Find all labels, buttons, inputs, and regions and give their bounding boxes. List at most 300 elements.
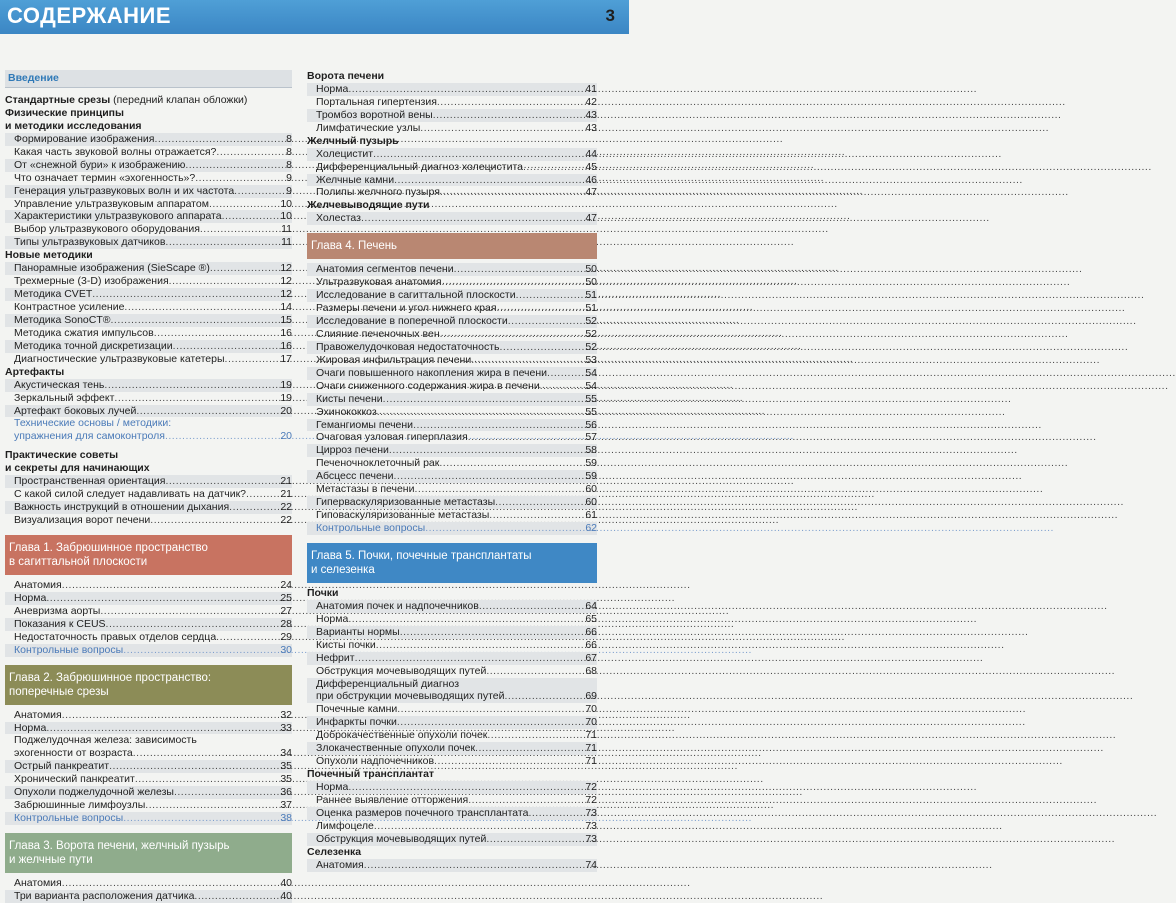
toc-entry-title: Норма bbox=[316, 82, 349, 95]
toc-entry[interactable] bbox=[307, 393, 597, 406]
toc-entry[interactable] bbox=[307, 639, 597, 652]
toc-entry[interactable] bbox=[5, 340, 292, 353]
toc-page-number: 35 bbox=[280, 760, 292, 773]
toc-entry[interactable] bbox=[307, 742, 597, 755]
toc-page-number: 35 bbox=[280, 773, 292, 786]
toc-entry[interactable] bbox=[307, 522, 597, 535]
chapter-title-line: поперечные срезы bbox=[9, 685, 109, 698]
toc-entry-title: Почечные камни bbox=[316, 703, 398, 716]
toc-entry[interactable] bbox=[307, 496, 597, 509]
dot-leader bbox=[216, 631, 279, 644]
toc-entry[interactable] bbox=[307, 652, 597, 665]
dot-leader bbox=[355, 652, 585, 665]
toc-entry[interactable] bbox=[307, 341, 597, 354]
dot-leader bbox=[210, 262, 279, 275]
toc-entry[interactable] bbox=[5, 430, 292, 443]
toc-page-number: 22 bbox=[280, 501, 292, 514]
dot-leader bbox=[468, 794, 584, 807]
toc-page-number: 29 bbox=[280, 630, 292, 643]
toc-entry[interactable] bbox=[307, 302, 597, 315]
toc-entry-title: Печеночноклеточный рак bbox=[316, 457, 440, 470]
toc-entry[interactable] bbox=[5, 133, 292, 146]
dot-leader bbox=[106, 618, 280, 631]
toc-page-number: 42 bbox=[585, 95, 597, 108]
dot-leader bbox=[374, 820, 585, 833]
section-heading: Артефакты bbox=[5, 365, 65, 378]
toc-page-number: 15 bbox=[280, 313, 292, 326]
toc-entry-title: Какая часть звуковой волны отражается? bbox=[14, 145, 217, 158]
toc-entry-title: Контрастное усиление bbox=[14, 301, 125, 313]
toc-entry[interactable] bbox=[307, 354, 597, 367]
dot-leader bbox=[442, 276, 585, 289]
dot-leader bbox=[150, 514, 279, 527]
toc-entry[interactable] bbox=[307, 367, 597, 380]
toc-page-number: 65 bbox=[585, 612, 597, 625]
dot-leader bbox=[100, 605, 279, 618]
toc-page-number: 12 bbox=[280, 262, 292, 275]
toc-entry[interactable] bbox=[307, 444, 597, 457]
toc-entry[interactable] bbox=[307, 820, 597, 833]
toc-page-number: 30 bbox=[280, 643, 292, 656]
toc-entry[interactable] bbox=[5, 877, 292, 890]
toc-page-number: 34 bbox=[280, 747, 292, 760]
toc-page-number: 56 bbox=[585, 418, 597, 431]
toc-entry[interactable] bbox=[5, 605, 292, 618]
toc-page-number: 55 bbox=[585, 405, 597, 418]
toc-entry[interactable] bbox=[307, 96, 597, 109]
toc-entry[interactable] bbox=[307, 613, 597, 626]
toc-page-number: 71 bbox=[585, 729, 597, 742]
toc-entry-line bbox=[5, 417, 292, 430]
toc-entry[interactable] bbox=[307, 276, 597, 289]
toc-entry[interactable] bbox=[307, 289, 597, 302]
toc-entry-title: Важность инструкций в отношении дыхания bbox=[14, 501, 230, 514]
dot-leader bbox=[246, 488, 279, 501]
section-heading: Новые методики bbox=[5, 249, 93, 262]
toc-entry-title: Гиперваскуляризованные метастазы bbox=[316, 496, 496, 509]
toc-page-number: 70 bbox=[585, 716, 597, 729]
toc-entry-title: Очаги повышенного накопления жира в печени bbox=[316, 366, 548, 379]
toc-entry-title: Кисты печени bbox=[316, 392, 383, 405]
toc-entry[interactable] bbox=[5, 314, 292, 327]
dot-leader bbox=[62, 877, 280, 890]
toc-entry[interactable] bbox=[307, 186, 597, 199]
toc-entry-title: Нефрит bbox=[316, 651, 355, 664]
toc-entry-title: Диагностические ультразвуковые катетеры bbox=[14, 352, 225, 365]
toc-entry[interactable] bbox=[307, 833, 597, 846]
toc-entry[interactable] bbox=[5, 514, 292, 527]
dot-leader bbox=[154, 327, 280, 340]
dot-leader bbox=[523, 161, 584, 174]
dot-leader bbox=[165, 430, 279, 443]
dot-leader bbox=[165, 475, 279, 488]
toc-entry-title: Инфаркты почки bbox=[316, 716, 397, 729]
toc-entry-title: Норма bbox=[14, 721, 47, 734]
toc-page-number: 61 bbox=[585, 509, 597, 522]
toc-entry-title: Контрольные вопросы bbox=[14, 643, 124, 656]
toc-entry[interactable] bbox=[5, 327, 292, 340]
toc-page-number: 60 bbox=[585, 483, 597, 496]
toc-page-number: 70 bbox=[585, 703, 597, 716]
toc-entry-title: Выбор ультразвукового оборудования bbox=[14, 223, 200, 236]
toc-entry[interactable] bbox=[5, 501, 292, 514]
toc-entry[interactable] bbox=[5, 94, 292, 107]
chapter-title-line: Глава 3. Ворота печени, желчный пузырь bbox=[9, 840, 230, 852]
toc-entry-title: эхогенности от возраста bbox=[14, 747, 133, 760]
toc-page-number: 36 bbox=[280, 786, 292, 799]
toc-entry-title: Аневризма аорты bbox=[14, 604, 101, 617]
toc-entry-title: Типы ультразвуковых датчиков bbox=[14, 236, 166, 249]
dot-leader bbox=[216, 146, 285, 159]
toc-entry[interactable] bbox=[307, 109, 597, 122]
toc-page-number: 51 bbox=[585, 302, 597, 315]
dot-leader bbox=[383, 393, 585, 406]
toc-entry-title: Что означает термин «эхогенность»? bbox=[14, 171, 196, 184]
toc-entry-title: Цирроз печени bbox=[316, 444, 389, 457]
toc-entry-title: при обструкции мочевыводящих путей bbox=[316, 690, 505, 703]
toc-page-number: 20 bbox=[280, 430, 292, 443]
toc-page-number: 73 bbox=[585, 819, 597, 832]
toc-entry-title: Ультразвуковая анатомия bbox=[316, 276, 442, 289]
toc-entry[interactable] bbox=[5, 172, 292, 185]
dot-leader bbox=[136, 405, 279, 418]
toc-entry-title: Артефакт боковых лучей bbox=[14, 404, 137, 417]
toc-entry-title: Лимфоцеле bbox=[316, 819, 374, 832]
toc-entry[interactable] bbox=[307, 419, 597, 432]
toc-page-number: 27 bbox=[280, 604, 292, 617]
toc-entry-title: Анатомия bbox=[14, 708, 62, 721]
chapter-header bbox=[5, 535, 292, 575]
toc-page-number: 10 bbox=[280, 210, 292, 223]
toc-entry[interactable] bbox=[307, 457, 597, 470]
chapter-title-line: и селезенка bbox=[311, 563, 375, 576]
toc-entry-title: Правожелудочковая недостаточность bbox=[316, 340, 500, 353]
dot-leader bbox=[209, 198, 279, 211]
toc-entry[interactable] bbox=[307, 859, 597, 872]
toc-entry-title: Методика точной дискретизации bbox=[14, 339, 173, 352]
toc-entry[interactable] bbox=[5, 159, 292, 172]
toc-entry[interactable] bbox=[307, 794, 597, 807]
toc-entry[interactable] bbox=[307, 148, 597, 161]
toc-entry[interactable] bbox=[5, 786, 292, 799]
toc-entry-title: Управление ультразвуковым аппаратом bbox=[14, 197, 209, 210]
dot-leader bbox=[547, 367, 584, 380]
toc-entry[interactable] bbox=[5, 812, 292, 825]
dot-leader bbox=[479, 600, 585, 613]
toc-entry-title: Поджелудочная железа: зависимость bbox=[14, 734, 197, 747]
toc-entry[interactable] bbox=[5, 644, 292, 657]
toc-page-number: 20 bbox=[280, 404, 292, 417]
toc-entry-title: Очаги сниженного содержания жира в печени bbox=[316, 379, 540, 392]
toc-entry[interactable] bbox=[5, 379, 292, 392]
dot-leader bbox=[495, 496, 584, 509]
toc-entry-title bbox=[5, 94, 247, 107]
toc-entry[interactable] bbox=[5, 185, 292, 198]
toc-page-number: 69 bbox=[585, 690, 597, 703]
toc-page-number: 17 bbox=[280, 352, 292, 365]
section-band: Введение bbox=[5, 70, 292, 88]
toc-entry[interactable] bbox=[5, 709, 292, 722]
toc-entry-title: Желчные камни bbox=[316, 173, 395, 186]
toc-entry[interactable] bbox=[307, 83, 597, 96]
dot-leader bbox=[361, 212, 584, 225]
toc-page-number: 54 bbox=[585, 366, 597, 379]
toc-entry-title: Методика CVET bbox=[14, 288, 93, 301]
dot-leader bbox=[394, 174, 584, 187]
section-heading: Почечный трансплантат bbox=[307, 768, 435, 781]
toc-page-number: 57 bbox=[585, 431, 597, 444]
toc-page-number: 71 bbox=[585, 742, 597, 755]
toc-left-column bbox=[5, 70, 292, 903]
toc-entry[interactable] bbox=[5, 890, 292, 903]
section-heading: Практические советы bbox=[5, 449, 119, 462]
chapter-title-line: Глава 4. Печень bbox=[311, 240, 398, 253]
dot-leader bbox=[135, 773, 279, 786]
toc-entry[interactable] bbox=[5, 301, 292, 314]
toc-entry[interactable] bbox=[5, 223, 292, 236]
toc-entry-title: Метастазы в печени bbox=[316, 483, 415, 496]
dot-leader bbox=[46, 592, 279, 605]
toc-entry-title: Методика сжатия импульсов bbox=[14, 326, 154, 339]
toc-entry-title: Анатомия bbox=[14, 578, 62, 591]
dot-leader bbox=[222, 210, 280, 223]
toc-page-number: 52 bbox=[585, 327, 597, 340]
dot-leader bbox=[499, 341, 584, 354]
dot-leader bbox=[504, 690, 584, 703]
toc-entry[interactable] bbox=[307, 470, 597, 483]
toc-page-number: 64 bbox=[585, 599, 597, 612]
dot-leader bbox=[425, 522, 584, 535]
dot-leader bbox=[174, 786, 279, 799]
dot-leader bbox=[154, 133, 285, 146]
dot-leader bbox=[114, 392, 279, 405]
toc-entry[interactable] bbox=[5, 488, 292, 501]
toc-entry-title: Показания к CEUS bbox=[14, 617, 106, 630]
toc-page-number: 72 bbox=[585, 781, 597, 793]
toc-entry-title: Норма bbox=[316, 781, 349, 793]
dot-leader bbox=[516, 289, 585, 302]
dot-leader bbox=[400, 626, 585, 639]
toc-page-number: 11 bbox=[281, 223, 292, 236]
toc-page-number: 72 bbox=[585, 793, 597, 806]
toc-entry[interactable] bbox=[307, 328, 597, 341]
toc-entry-title: Лимфатические узлы bbox=[316, 121, 421, 134]
toc-entry-title: Анатомия bbox=[14, 877, 62, 889]
toc-entry[interactable] bbox=[5, 146, 292, 159]
toc-entry[interactable] bbox=[5, 405, 292, 418]
toc-entry[interactable] bbox=[307, 703, 597, 716]
toc-page-number: 41 bbox=[585, 82, 597, 95]
toc-page-number: 50 bbox=[585, 263, 597, 276]
toc-page-number: 59 bbox=[585, 470, 597, 483]
toc-entry[interactable] bbox=[5, 392, 292, 405]
dot-leader bbox=[508, 315, 585, 328]
toc-entry[interactable] bbox=[307, 122, 597, 135]
toc-page-number: 33 bbox=[280, 721, 292, 734]
dot-leader bbox=[195, 172, 285, 185]
dot-leader bbox=[46, 722, 279, 735]
toc-entry[interactable] bbox=[5, 760, 292, 773]
dot-leader bbox=[62, 709, 280, 722]
toc-entry[interactable] bbox=[5, 288, 292, 301]
toc-entry[interactable] bbox=[307, 315, 597, 328]
toc-page-number: 62 bbox=[585, 522, 597, 534]
dot-leader bbox=[364, 859, 585, 872]
dot-leader bbox=[123, 812, 279, 825]
toc-entry[interactable] bbox=[5, 592, 292, 605]
toc-page-number: 25 bbox=[280, 591, 292, 604]
toc-entry[interactable] bbox=[307, 755, 597, 768]
toc-entry-title: Абсцесс печени bbox=[316, 470, 394, 483]
toc-page-number: 74 bbox=[585, 858, 597, 871]
toc-entry[interactable] bbox=[307, 781, 597, 794]
dot-leader bbox=[528, 807, 584, 820]
dot-leader bbox=[489, 509, 584, 522]
toc-page-number: 11 bbox=[281, 236, 292, 249]
toc-entry-title: Формирование изображения bbox=[14, 132, 155, 145]
toc-entry-title: Генерация ультразвуковых волн и их частота bbox=[14, 184, 235, 197]
chapter-header bbox=[307, 543, 597, 583]
toc-page-number: 9 bbox=[286, 171, 292, 184]
chapter-title-line: и желчные пути bbox=[9, 854, 93, 866]
dot-leader bbox=[540, 380, 585, 393]
dot-leader bbox=[397, 716, 584, 729]
toc-entry[interactable] bbox=[307, 626, 597, 639]
toc-entry[interactable] bbox=[5, 198, 292, 211]
toc-entry-title: Дифференциальный диагноз холецистита bbox=[316, 160, 523, 173]
toc-entry-title: Визуализация ворот печени bbox=[14, 514, 151, 526]
section-heading: и секреты для начинающих bbox=[5, 462, 150, 475]
toc-entry-title: Тромбоз воротной вены bbox=[316, 108, 433, 121]
toc-entry-title: Характеристики ультразвукового аппарата bbox=[14, 210, 222, 223]
toc-entry[interactable] bbox=[307, 509, 597, 522]
toc-entry-title: Акустическая тень bbox=[14, 378, 105, 391]
toc-page-number: 50 bbox=[585, 276, 597, 289]
toc-entry-title: Три варианта расположения датчика bbox=[14, 889, 195, 902]
toc-page-number: 52 bbox=[585, 340, 597, 353]
dot-leader bbox=[110, 314, 279, 327]
dot-leader bbox=[440, 186, 584, 199]
toc-entry[interactable] bbox=[307, 263, 597, 276]
toc-entry[interactable] bbox=[307, 212, 597, 225]
dot-leader bbox=[420, 122, 584, 135]
toc-entry[interactable] bbox=[307, 406, 597, 419]
toc-entry[interactable] bbox=[5, 631, 292, 644]
section-heading: Физические принципы bbox=[5, 106, 124, 119]
toc-entry-title: Слияние печеночных вен bbox=[316, 327, 440, 340]
toc-page-number: 66 bbox=[585, 625, 597, 638]
toc-page-number: 60 bbox=[585, 496, 597, 509]
toc-entry[interactable] bbox=[5, 262, 292, 275]
toc-page-number: 46 bbox=[585, 173, 597, 186]
toc-entry[interactable] bbox=[307, 665, 597, 678]
toc-entry-title: Жировая инфильтрация печени bbox=[316, 353, 472, 366]
section-heading: и методики исследования bbox=[5, 119, 142, 132]
page-number: 3 bbox=[605, 6, 615, 25]
toc-entry-title: Пространственная ориентация bbox=[14, 475, 166, 488]
toc-entry-title: Исследование в сагиттальной плоскости bbox=[316, 289, 516, 302]
toc-entry-title: Анатомия bbox=[316, 858, 364, 871]
toc-entry[interactable] bbox=[5, 210, 292, 223]
toc-page-number: 12 bbox=[280, 275, 292, 288]
toc-entry[interactable] bbox=[5, 353, 292, 366]
toc-entry[interactable] bbox=[307, 483, 597, 496]
toc-entry[interactable] bbox=[5, 236, 292, 249]
toc-entry-title: Анатомия сегментов печени bbox=[316, 263, 454, 276]
toc-entry[interactable] bbox=[5, 275, 292, 288]
toc-entry-title: Опухоли надпочечников bbox=[316, 755, 435, 768]
toc-entry[interactable] bbox=[307, 174, 597, 187]
toc-entry-title: Анатомия почек и надпочечников bbox=[316, 599, 479, 612]
dot-leader bbox=[475, 742, 584, 755]
dot-leader bbox=[123, 644, 279, 657]
chapter-title-line: Глава 5. Почки, почечные трансплантаты bbox=[311, 549, 532, 562]
toc-entry[interactable] bbox=[307, 716, 597, 729]
toc-entry[interactable] bbox=[5, 773, 292, 786]
dot-leader bbox=[454, 263, 585, 276]
toc-entry[interactable] bbox=[5, 475, 292, 488]
chapter-header bbox=[5, 833, 292, 873]
page-title: СОДЕРЖАНИЕ bbox=[7, 3, 172, 28]
toc-entry[interactable] bbox=[307, 729, 597, 742]
toc-entry-title-rest: (передний клапан обложки) bbox=[110, 94, 248, 106]
toc-page-number: 47 bbox=[585, 186, 597, 199]
toc-entry-title: Очаговая узловая гиперплазия bbox=[316, 431, 468, 444]
dot-leader bbox=[109, 760, 279, 773]
toc-page-number: 55 bbox=[585, 392, 597, 405]
toc-entry-title: Дифференциальный диагноз bbox=[316, 677, 460, 690]
toc-entry[interactable] bbox=[5, 722, 292, 735]
dot-leader bbox=[185, 159, 285, 172]
toc-entry-title: Хронический панкреатит bbox=[14, 773, 135, 786]
toc-page-number: 73 bbox=[585, 806, 597, 819]
dot-leader bbox=[471, 354, 584, 367]
toc-entry[interactable] bbox=[5, 799, 292, 812]
toc-page-number: 12 bbox=[280, 288, 292, 301]
dot-leader bbox=[468, 431, 585, 444]
toc-page-number: 16 bbox=[280, 339, 292, 352]
toc-page-number: 9 bbox=[286, 184, 292, 197]
toc-entry-title: Доброкачественные опухоли почек bbox=[316, 729, 488, 742]
toc-entry[interactable] bbox=[307, 431, 597, 444]
dot-leader bbox=[433, 109, 585, 122]
dot-leader bbox=[486, 665, 584, 678]
toc-entry[interactable] bbox=[5, 747, 292, 760]
toc-entry[interactable] bbox=[307, 690, 597, 703]
toc-entry[interactable] bbox=[5, 618, 292, 631]
dot-leader bbox=[225, 353, 280, 366]
toc-page-number: 44 bbox=[585, 147, 597, 160]
toc-entry-title: От «снежной бури» к изображению bbox=[14, 158, 186, 171]
toc-entry[interactable] bbox=[307, 807, 597, 820]
toc-entry-title: Исследование в поперечной плоскости bbox=[316, 315, 508, 327]
toc-entry[interactable] bbox=[307, 380, 597, 393]
toc-entry-title-bold: Стандартные срезы bbox=[5, 94, 111, 106]
toc-page-number: 19 bbox=[280, 378, 292, 391]
toc-page-number: 32 bbox=[280, 708, 292, 721]
dot-leader bbox=[487, 729, 584, 742]
toc-page-number: 37 bbox=[280, 799, 292, 812]
toc-entry[interactable] bbox=[307, 600, 597, 613]
toc-page-number: 19 bbox=[280, 391, 292, 404]
dot-leader bbox=[440, 328, 585, 341]
toc-entry-line bbox=[5, 734, 292, 747]
toc-entry-title: Зеркальный эффект bbox=[14, 391, 115, 404]
toc-entry[interactable] bbox=[5, 579, 292, 592]
toc-page-number: 28 bbox=[280, 617, 292, 630]
toc-entry-title: Технические основы / методики: bbox=[14, 417, 172, 430]
toc-entry[interactable] bbox=[307, 161, 597, 174]
